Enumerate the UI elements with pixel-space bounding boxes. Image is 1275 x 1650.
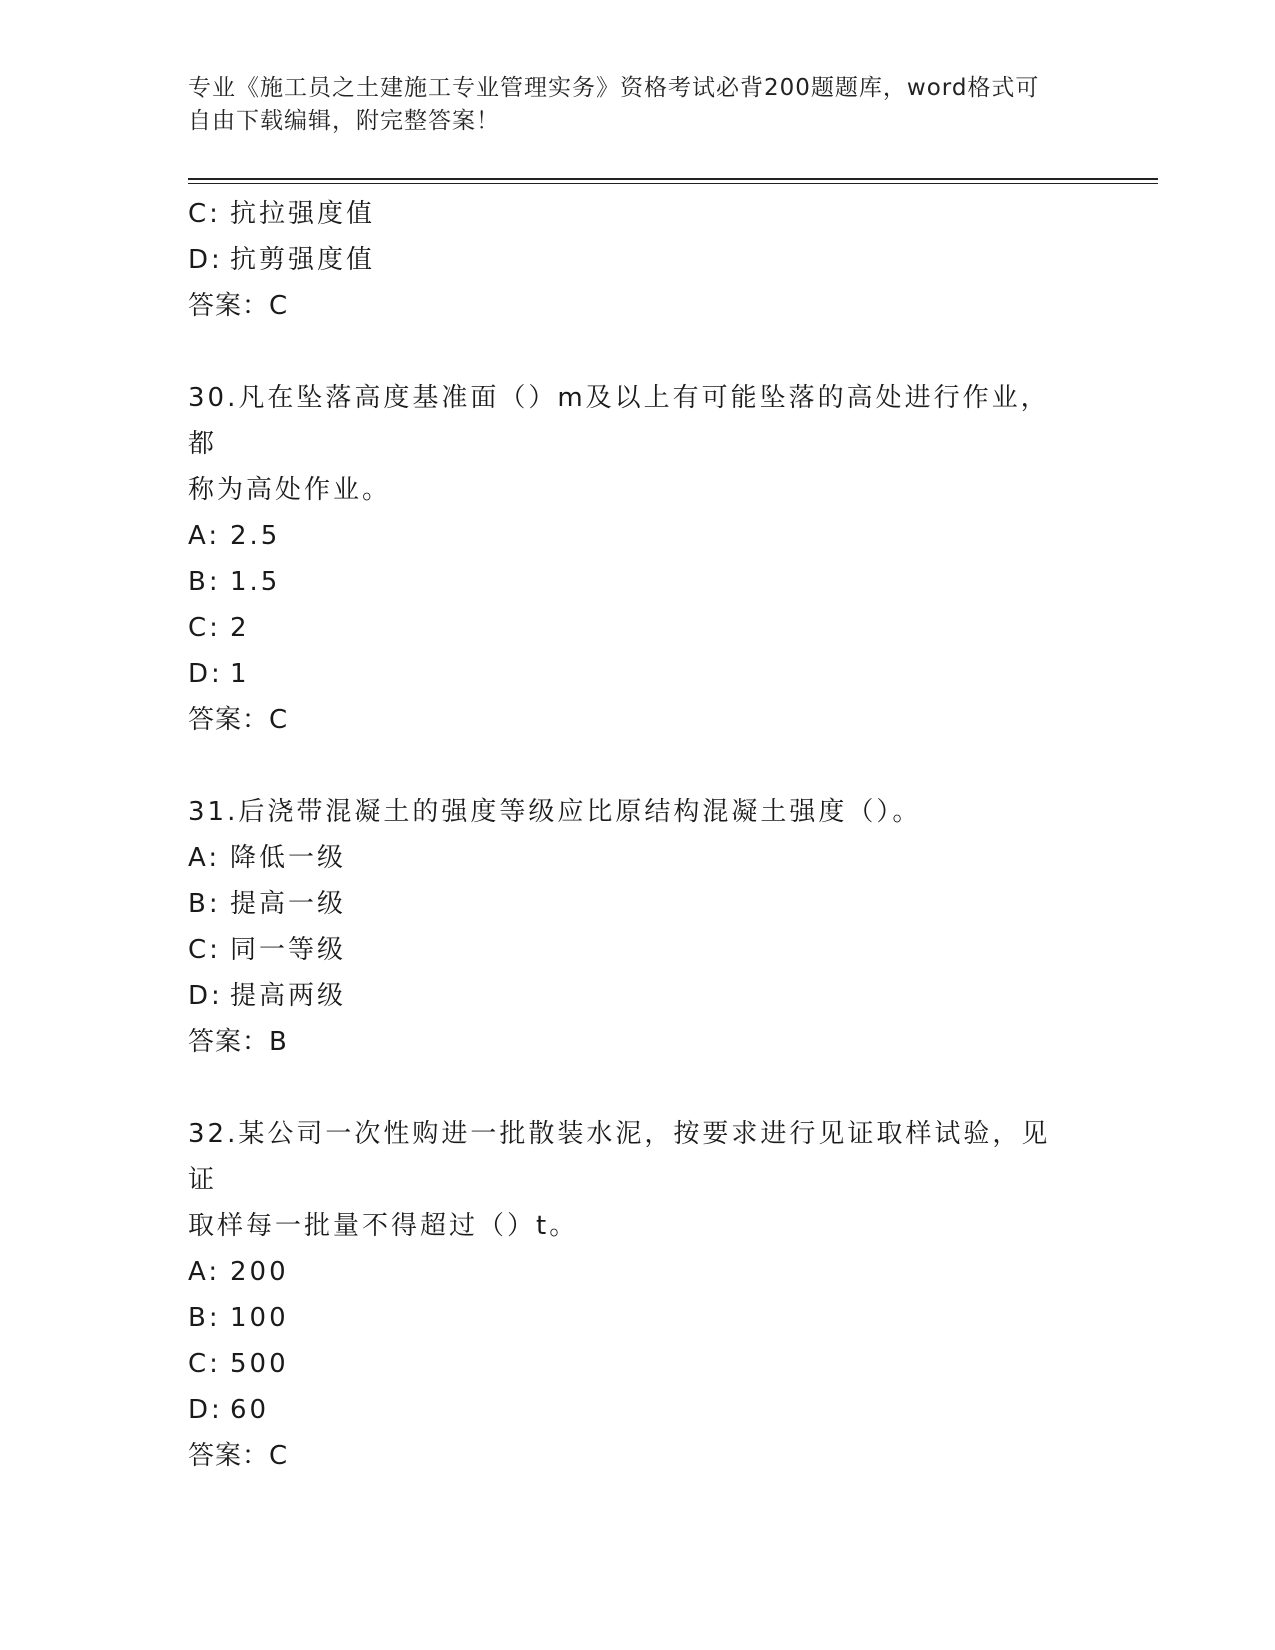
option-b xyxy=(188,559,1088,605)
question-stem xyxy=(188,1111,1068,1249)
option-text: 抗剪强度值 xyxy=(230,245,376,275)
answer-line: 答案：C xyxy=(188,291,289,321)
option-c xyxy=(188,191,1088,237)
option-text: 同一等级 xyxy=(230,935,347,965)
option-label: B: xyxy=(188,1303,221,1333)
question-list xyxy=(188,191,1088,1479)
header-title-line-2: 自由下载编辑，附完整答案！ xyxy=(188,108,500,134)
option-text: 1.5 xyxy=(230,567,281,597)
option-label: A: xyxy=(188,843,221,873)
option-label: D: xyxy=(188,659,223,689)
question-30 xyxy=(188,375,1088,743)
question-carryover xyxy=(188,191,1088,329)
option-text: 60 xyxy=(230,1395,270,1425)
option-b xyxy=(188,1295,1088,1341)
option-label: C: xyxy=(188,199,221,229)
option-a xyxy=(188,1249,1088,1295)
option-d xyxy=(188,1387,1088,1433)
option-c xyxy=(188,927,1088,973)
option-label: B: xyxy=(188,567,221,597)
question-31 xyxy=(188,789,1088,1065)
option-text: 2.5 xyxy=(230,521,281,551)
option-label: B: xyxy=(188,889,221,919)
question-stem-line-1: 30.凡在坠落高度基准面（）m及以上有可能坠落的高处进行作业，都 xyxy=(188,383,1050,459)
option-label: D: xyxy=(188,981,223,1011)
option-text: 提高一级 xyxy=(230,889,347,919)
header-title-line-1: 专业《施工员之土建施工专业管理实务》资格考试必背200题题库，word格式可 xyxy=(188,75,1040,101)
option-c xyxy=(188,605,1088,651)
option-label: A: xyxy=(188,1257,221,1287)
question-stem-line-2: 取样每一批量不得超过（）t。 xyxy=(188,1211,579,1241)
option-label: D: xyxy=(188,245,223,275)
option-text: 降低一级 xyxy=(230,843,347,873)
question-stem xyxy=(188,789,1068,835)
question-stem-line-1: 32.某公司一次性购进一批散装水泥，按要求进行见证取样试验，见证 xyxy=(188,1119,1051,1195)
header-divider-thin xyxy=(188,183,1158,184)
page-header xyxy=(188,72,1068,138)
question-stem xyxy=(188,375,1068,513)
option-d xyxy=(188,237,1088,283)
question-stem-line-1: 31.后浇带混凝土的强度等级应比原结构混凝土强度（）。 xyxy=(188,797,922,827)
answer-line: 答案：B xyxy=(188,1027,288,1057)
option-label: C: xyxy=(188,613,221,643)
option-label: A: xyxy=(188,521,221,551)
option-label: C: xyxy=(188,1349,221,1379)
answer-line: 答案：C xyxy=(188,1441,289,1471)
option-text: 抗拉强度值 xyxy=(230,199,376,229)
option-label: C: xyxy=(188,935,221,965)
header-divider-thick xyxy=(188,178,1158,180)
option-text: 提高两级 xyxy=(230,981,347,1011)
option-b xyxy=(188,881,1088,927)
option-d xyxy=(188,651,1088,697)
option-text: 2 xyxy=(230,613,250,643)
option-text: 200 xyxy=(230,1257,289,1287)
option-a xyxy=(188,835,1088,881)
answer-line: 答案：C xyxy=(188,705,289,735)
option-c xyxy=(188,1341,1088,1387)
option-a xyxy=(188,513,1088,559)
option-label: D: xyxy=(188,1395,223,1425)
option-d xyxy=(188,973,1088,1019)
option-text: 100 xyxy=(230,1303,289,1333)
option-text: 500 xyxy=(230,1349,289,1379)
question-stem-line-2: 称为高处作业。 xyxy=(188,475,392,505)
option-text: 1 xyxy=(230,659,250,689)
question-32 xyxy=(188,1111,1088,1479)
